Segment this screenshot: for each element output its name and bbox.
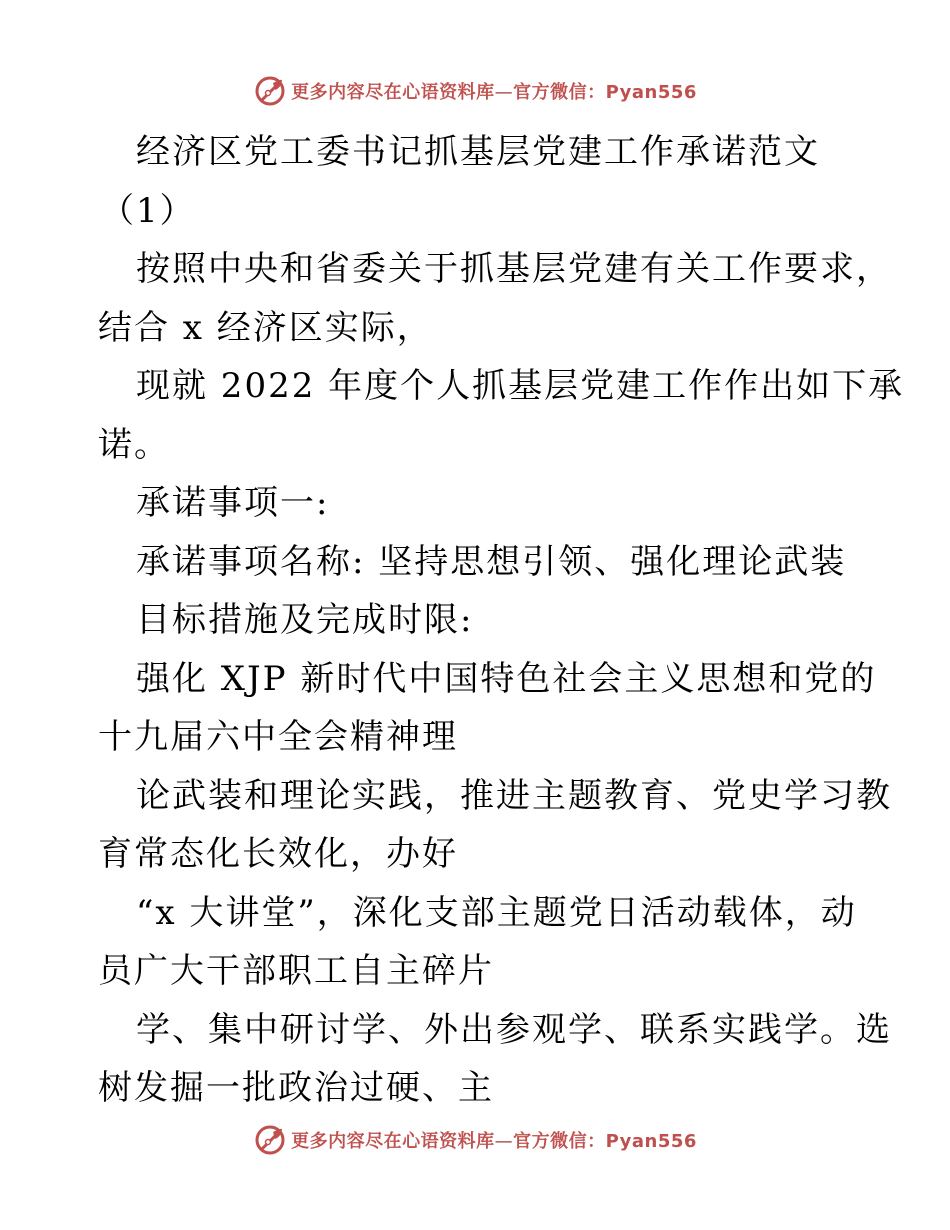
- paragraph-line: 按照中央和省委关于抓基层党建有关工作要求，: [136, 249, 892, 289]
- commitment-target-heading: 目标措施及完成时限:: [136, 600, 474, 640]
- paragraph-line: 结合 x 经济区实际，: [98, 307, 433, 348]
- paragraph-line: 员广大干部职工自主碎片: [98, 951, 494, 991]
- paragraph-line: 现就 2022 年度个人抓基层党建工作作出如下承: [136, 366, 905, 406]
- paragraph-line: 论武装和理论实践，推进主题教育、党史学习教: [136, 775, 892, 816]
- paragraph-line: 强化 XJP 新时代中国特色社会主义思想和党的: [136, 658, 877, 699]
- quill-logo-icon: [253, 74, 287, 108]
- commitment-name: 承诺事项名称: 坚持思想引领、强化理论武装: [136, 541, 847, 582]
- header-watermark-banner: [0, 71, 950, 111]
- document-body: [98, 123, 905, 1118]
- quill-logo-icon: [253, 1123, 287, 1157]
- paragraph-line: 诺。: [98, 424, 170, 465]
- paragraph-line: 学、集中研讨学、外出参观学、联系实践学。选: [136, 1009, 892, 1050]
- footer-watermark-banner: [0, 1120, 950, 1160]
- header-watermark-text: 更多内容尽在心语资料库—官方微信：Pyan556: [291, 82, 697, 103]
- paragraph-line: “x 大讲堂”，深化支部主题党日活动载体，动: [136, 892, 857, 933]
- footer-watermark-text: 更多内容尽在心语资料库—官方微信：Pyan556: [291, 1131, 697, 1152]
- paragraph-line: 树发掘一批政治过硬、主: [98, 1068, 494, 1108]
- document-title-number: （1）: [100, 190, 196, 231]
- commitment-heading: 承诺事项一:: [136, 483, 330, 523]
- paragraph-line: 十九届六中全会精神理: [98, 717, 458, 757]
- paragraph-line: 育常态化长效化，办好: [98, 834, 458, 874]
- document-title: 经济区党工委书记抓基层党建工作承诺范文: [136, 132, 820, 172]
